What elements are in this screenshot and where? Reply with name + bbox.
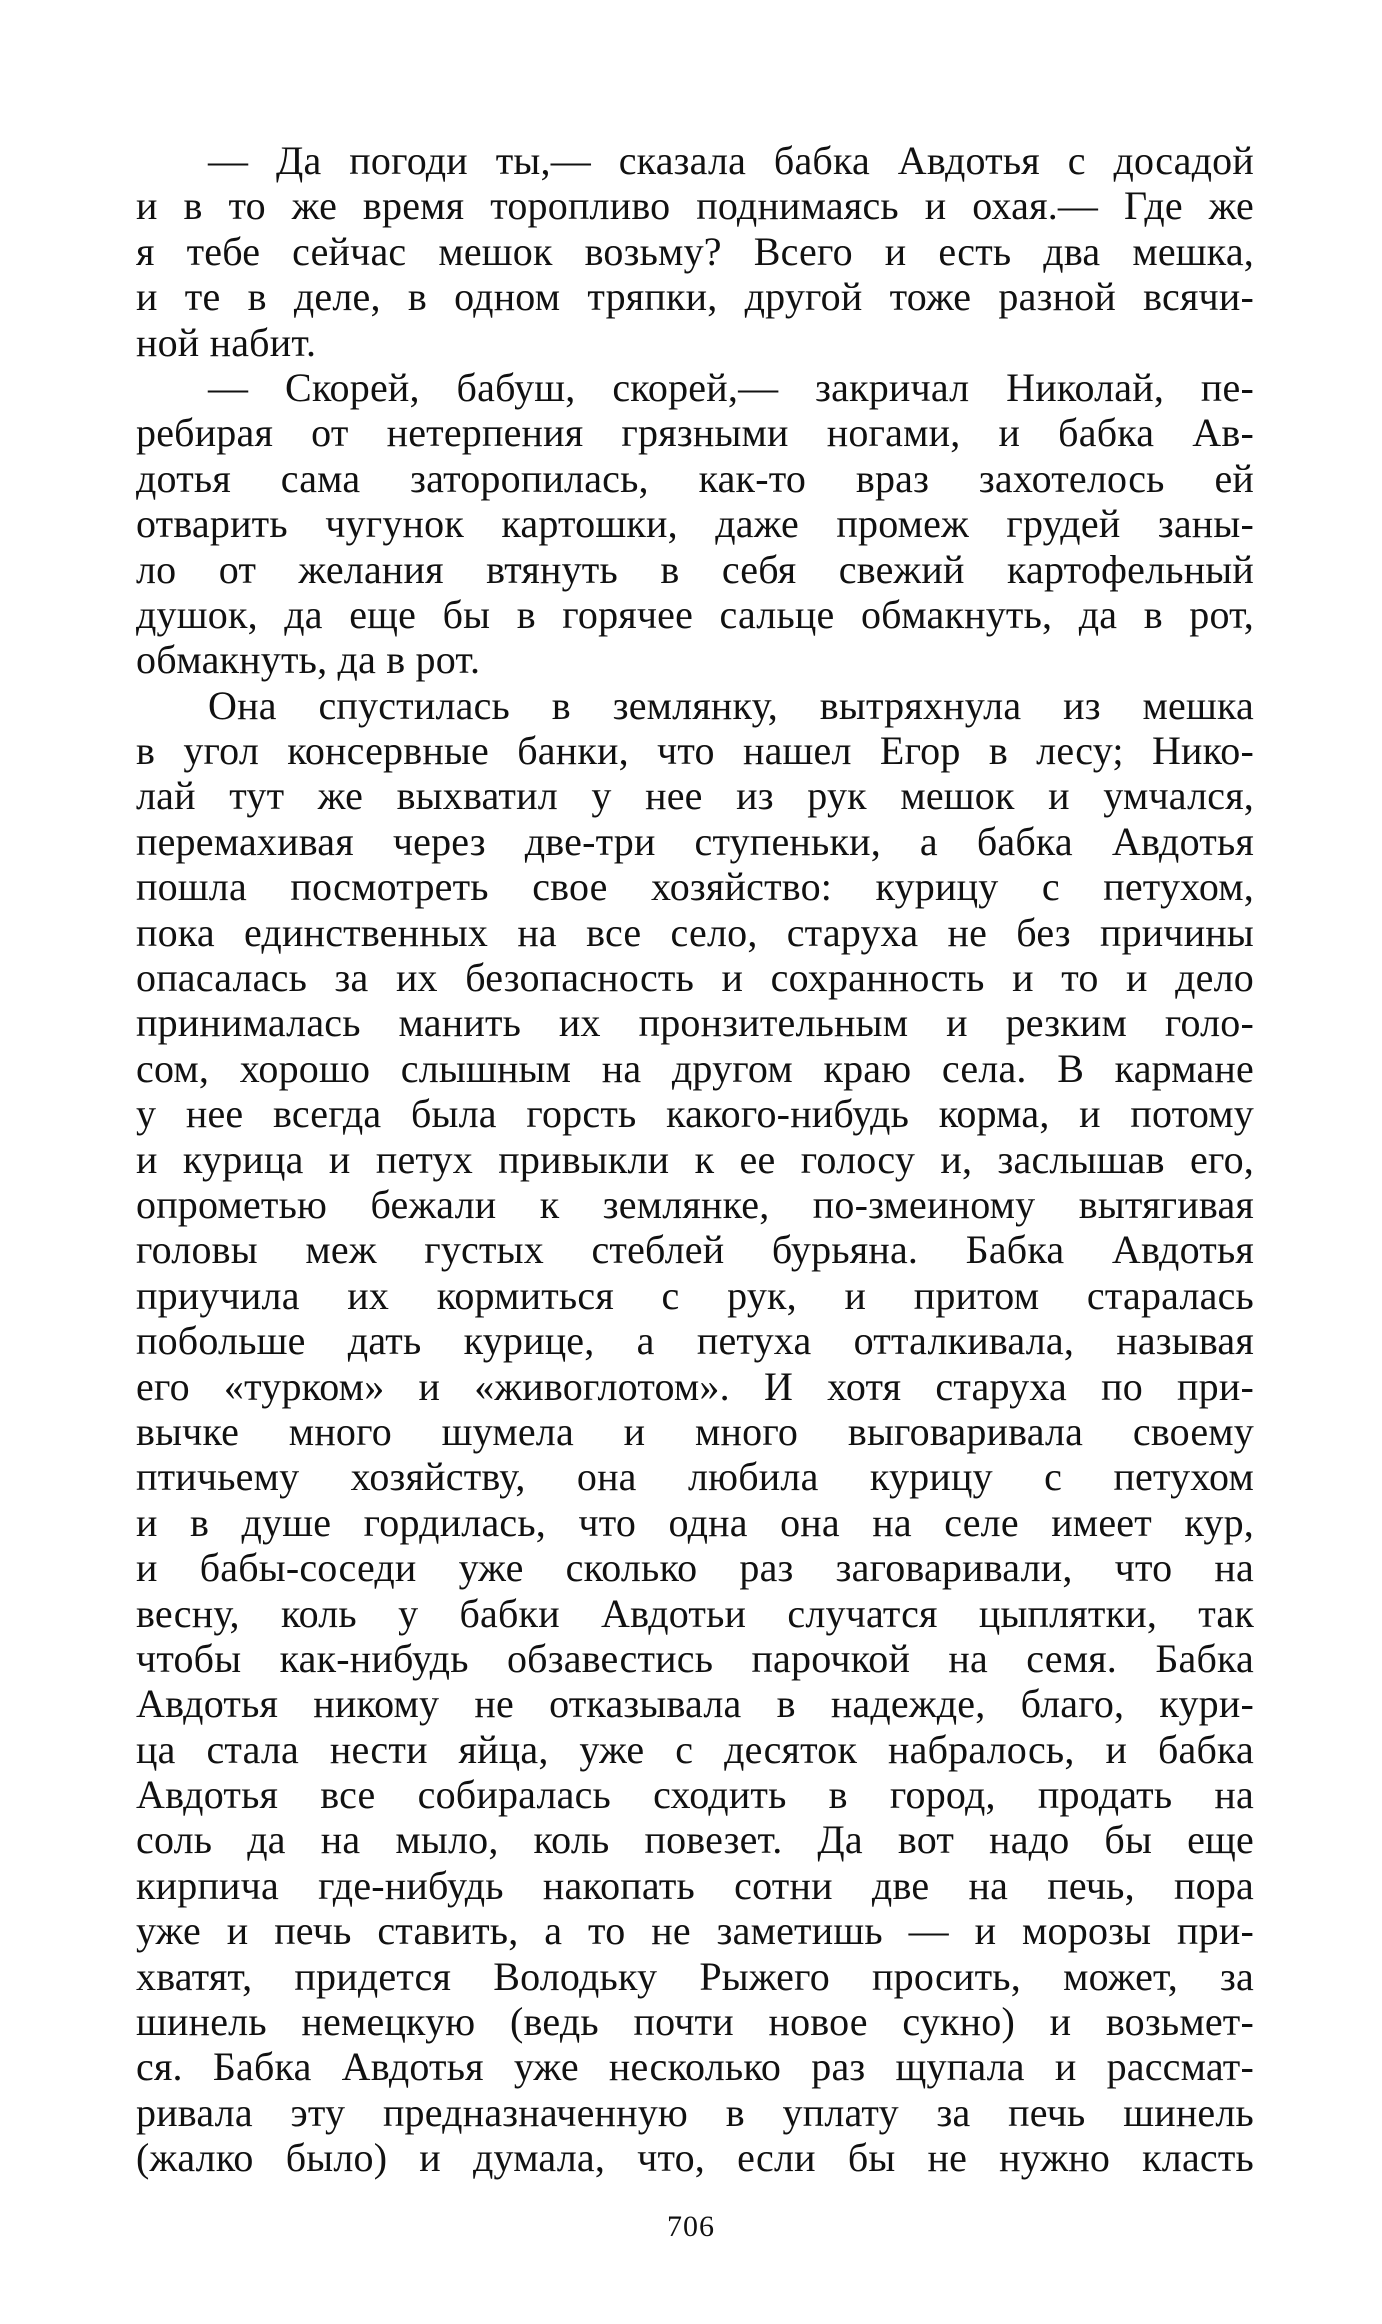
text-line: его «турком» и «живоглотом». И хотя старуха по при- <box>136 1363 1254 1409</box>
text-line: уже и печь ставить, а то не заметишь — и морозы при- <box>136 1908 1254 1954</box>
text-line: в угол консервные банки, что нашел Егор в лесу; Нико- <box>136 728 1254 774</box>
text-line: ло от желания втянуть в себя свежий картофельный <box>136 546 1254 592</box>
text-line: и бабы-соседи уже сколько раз заговаривали, что на <box>136 1545 1254 1591</box>
text-line: ривала эту предназначенную в уплату за печь шинель <box>136 2089 1254 2135</box>
text-line: Авдотья никому не отказывала в надежде, благо, кури- <box>136 1681 1254 1727</box>
text-line: дотья сама заторопилась, как-то враз захотелось ей <box>136 455 1254 501</box>
text-line: ся. Бабка Авдотья уже несколько раз щупала и рассмат- <box>136 2044 1254 2090</box>
text-line: опрометью бежали к землянке, по-змеиному вытягивая <box>136 1181 1254 1227</box>
text-line: перемахивая через две-три ступеньки, а бабка Авдотья <box>136 818 1254 864</box>
text-line: (жалко было) и думала, что, если бы не нужно класть <box>136 2135 1254 2181</box>
text-line: опасалась за их безопасность и сохранность и то и дело <box>136 955 1254 1001</box>
text-line: и в то же время торопливо поднимаясь и охая.— Где же <box>136 183 1254 229</box>
text-line: отварить чугунок картошки, даже промеж грудей заны- <box>136 501 1254 547</box>
text-line: сом, хорошо слышным на другом краю села. В кармане <box>136 1045 1254 1091</box>
text-line: обмакнуть, да в рот. <box>136 637 481 683</box>
text-line: весну, коль у бабки Авдотьи случатся цыплятки, так <box>136 1590 1254 1636</box>
text-line: чтобы как-нибудь обзавестись парочкой на семя. Бабка <box>136 1635 1254 1681</box>
body-text <box>136 138 1254 2181</box>
text-line: хватят, придется Володьку Рыжего просить, может, за <box>136 1953 1254 1999</box>
text-line: приучила их кормиться с рук, и притом старалась <box>136 1272 1254 1318</box>
text-line: головы меж густых стеблей бурьяна. Бабка Авдотья <box>136 1227 1254 1273</box>
text-line: Авдотья все собиралась сходить в город, продать на <box>136 1772 1254 1818</box>
text-line: Она спустилась в землянку, вытряхнула из мешка <box>208 682 1254 728</box>
text-line: шинель немецкую (ведь почти новое сукно) и возьмет- <box>136 1999 1254 2045</box>
text-line: и курица и петух привыкли к ее голосу и, заслышав его, <box>136 1136 1254 1182</box>
text-line: вычке много шумела и много выговаривала своему <box>136 1408 1254 1454</box>
text-line: лай тут же выхватил у нее из рук мешок и умчался, <box>136 773 1254 819</box>
text-line: принималась манить их пронзительным и резким голо- <box>136 1000 1254 1046</box>
text-line: и в душе гордилась, что одна она на селе имеет кур, <box>136 1499 1254 1545</box>
text-line: кирпича где-нибудь накопать сотни две на печь, пора <box>136 1862 1254 1908</box>
text-line: птичьему хозяйству, она любила курицу с петухом <box>136 1454 1254 1500</box>
text-line: ца стала нести яйца, уже с десяток набралось, и бабка <box>136 1726 1254 1772</box>
text-line: пошла посмотреть свое хозяйство: курицу с петухом, <box>136 864 1254 910</box>
text-line: пока единственных на все село, старуха не без причины <box>136 909 1254 955</box>
text-line: побольше дать курице, а петуха отталкивала, называя <box>136 1318 1254 1364</box>
page-number: 706 <box>667 2210 715 2243</box>
text-line: ной набит. <box>136 319 317 365</box>
text-line: у нее всегда была горсть какого-нибудь корма, и потому <box>136 1091 1254 1137</box>
text-line: и те в деле, в одном тряпки, другой тоже разной всячи- <box>136 274 1254 320</box>
text-line: душок, да еще бы в горячее сальце обмакнуть, да в рот, <box>136 591 1254 637</box>
text-line: соль да на мыло, коль повезет. Да вот надо бы еще <box>136 1817 1254 1863</box>
text-line: — Да погоди ты,— сказала бабка Авдотья с досадой <box>208 138 1254 183</box>
text-line: ребирая от нетерпения грязными ногами, и бабка Ав- <box>136 410 1254 456</box>
text-line: я тебе сейчас мешок возьму? Всего и есть два мешка, <box>136 228 1254 274</box>
text-line: — Скорей, бабуш, скорей,— закричал Николай, пе- <box>208 364 1254 410</box>
